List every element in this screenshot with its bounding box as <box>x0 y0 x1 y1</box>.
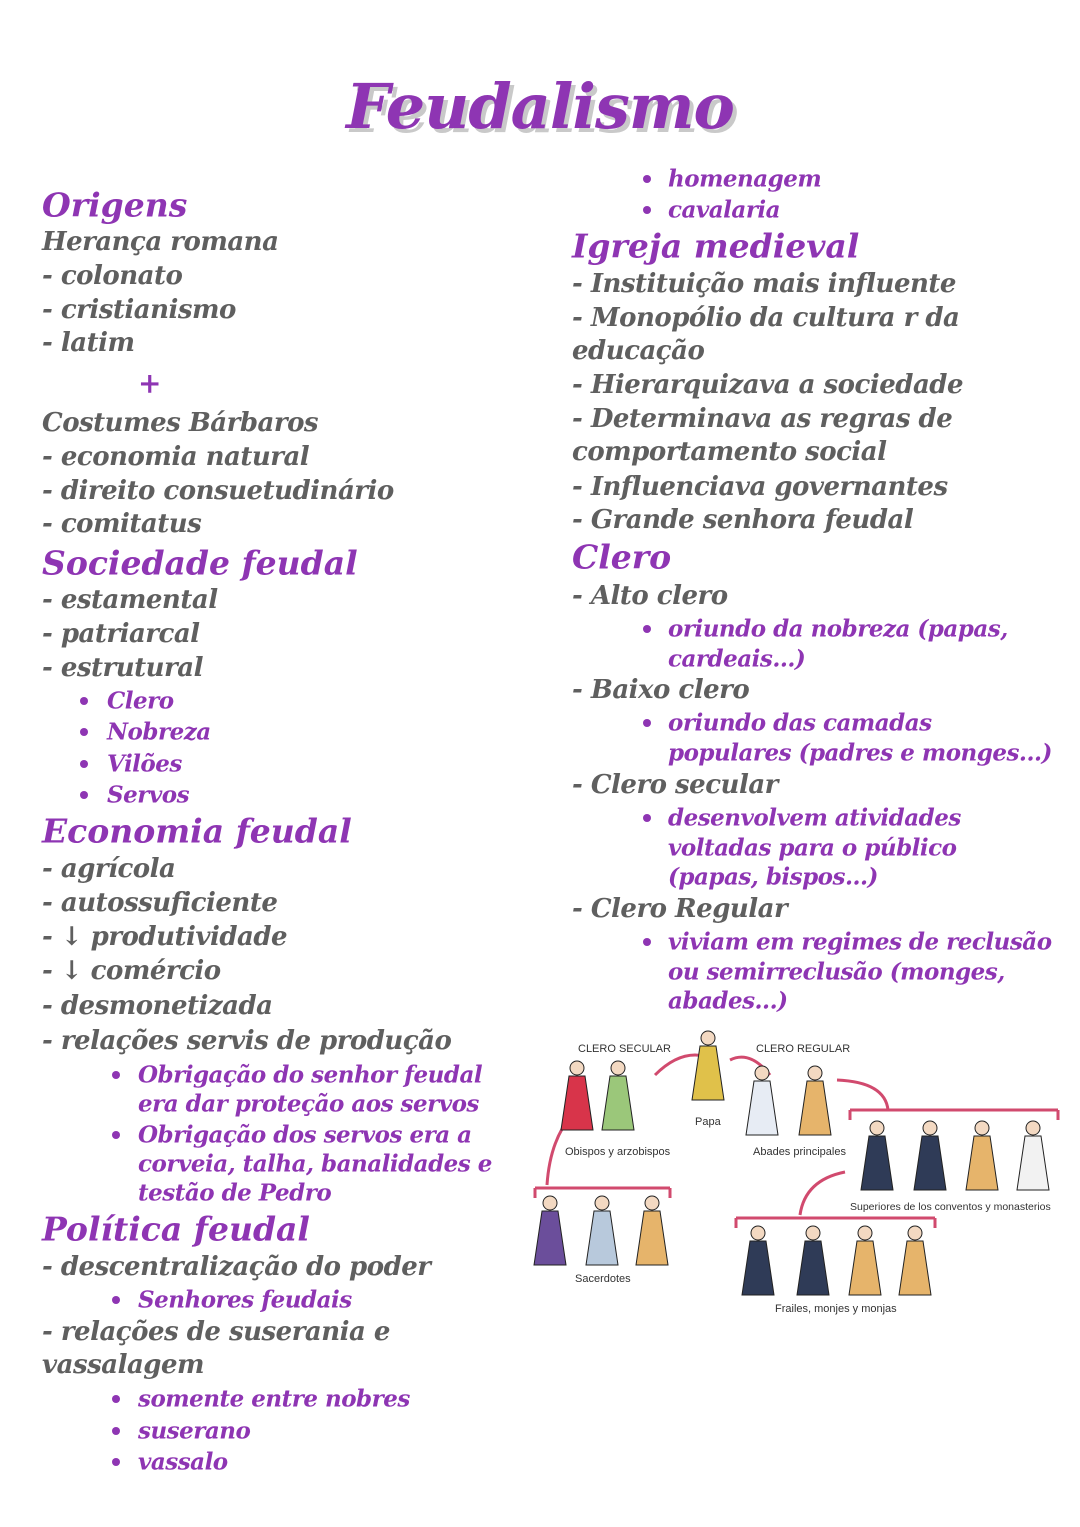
plus-symbol: + <box>138 367 162 400</box>
clergy-figure <box>586 1196 618 1265</box>
clergy-figure <box>534 1196 566 1265</box>
note-line: Costumes Bárbaros <box>42 408 319 438</box>
clergy-figure <box>636 1196 668 1265</box>
clergy-figure <box>799 1066 831 1135</box>
note-line: - Influenciava governantes <box>572 472 948 502</box>
bullet-icon <box>643 814 651 822</box>
note-line: - latim <box>42 328 135 358</box>
clergy-figure <box>914 1121 946 1190</box>
clergy-figure <box>797 1226 829 1295</box>
note-line: - autossuficiente <box>42 888 278 918</box>
clergy-figure <box>966 1121 998 1190</box>
note-line: Nobreza <box>107 718 211 746</box>
note-line: - colonato <box>42 261 183 291</box>
section-heading: Clero <box>572 537 672 577</box>
clergy-figure <box>692 1031 724 1100</box>
note-line: testão de Pedro <box>138 1179 332 1207</box>
note-line: vassalo <box>138 1448 228 1476</box>
note-line: Vilões <box>107 750 182 778</box>
note-line: ou semirreclusão (monges, <box>668 958 1005 986</box>
clergy-figure <box>849 1226 881 1295</box>
note-line: homenagem <box>668 165 822 193</box>
clergy-figure <box>1017 1121 1049 1190</box>
label-sacerdotes: Sacerdotes <box>575 1273 631 1285</box>
note-line: - economia natural <box>42 442 310 472</box>
note-line: - patriarcal <box>42 619 200 649</box>
note-line: - direito consuetudinário <box>42 476 394 506</box>
note-line: - comitatus <box>42 509 202 539</box>
note-line: - desmonetizada <box>42 991 273 1021</box>
note-line: (papas, bispos...) <box>668 863 878 891</box>
page-title: Feudalismo <box>346 70 734 143</box>
note-line: - Clero Regular <box>572 894 788 924</box>
section-heading: Política feudal <box>42 1209 310 1249</box>
note-line: oriundo das camadas <box>668 709 932 737</box>
bullet-icon <box>112 1296 120 1304</box>
note-line: - cristianismo <box>42 295 236 325</box>
bullet-icon <box>80 728 88 736</box>
note-line: Obrigação dos servos era a <box>138 1121 472 1149</box>
note-line: - Determinava as regras de <box>572 404 953 434</box>
note-line: Servos <box>107 781 190 809</box>
note-line: - relações servis de produção <box>42 1026 452 1056</box>
note-line: populares (padres e monges...) <box>668 739 1052 767</box>
note-line: comportamento social <box>572 437 887 467</box>
note-line: - Baixo clero <box>572 675 750 705</box>
clergy-figure <box>746 1066 778 1135</box>
note-line: Herança romana <box>42 227 279 257</box>
bullet-icon <box>112 1458 120 1466</box>
note-line: - estamental <box>42 585 218 615</box>
label-clero-secular: CLERO SECULAR <box>578 1043 671 1055</box>
note-line: - descentralização do poder <box>42 1252 431 1282</box>
label-papa: Papa <box>695 1116 721 1128</box>
bullet-icon <box>112 1071 120 1079</box>
note-line: cardeais...) <box>668 645 806 673</box>
note-line: viviam em regimes de reclusão <box>668 928 1052 956</box>
bullet-icon <box>112 1131 120 1139</box>
label-clero-regular: CLERO REGULAR <box>756 1043 851 1055</box>
section-heading: Origens <box>42 185 188 225</box>
note-line: era dar proteção aos servos <box>138 1090 479 1118</box>
note-line: - Instituição mais influente <box>572 269 956 299</box>
note-line: oriundo da nobreza (papas, <box>668 615 1008 643</box>
clergy-hierarchy-diagram <box>530 1020 1070 1320</box>
bullet-icon <box>643 625 651 633</box>
note-line: somente entre nobres <box>138 1385 410 1413</box>
note-line: - relações de suserania e <box>42 1317 390 1347</box>
note-line: - Grande senhora feudal <box>572 505 914 535</box>
clergy-figure <box>602 1061 634 1130</box>
label-obispos: Obispos y arzobispos <box>565 1146 671 1158</box>
note-line: vassalagem <box>42 1350 205 1380</box>
note-line: abades...) <box>668 987 788 1015</box>
label-abades: Abades principales <box>753 1146 846 1158</box>
clergy-figure <box>742 1226 774 1295</box>
clergy-figure <box>561 1061 593 1130</box>
connector <box>837 1080 888 1110</box>
note-line: corveia, talha, banalidades e <box>138 1150 492 1178</box>
note-line: - Clero secular <box>572 770 778 800</box>
note-line: - Monopólio da cultura r da <box>572 303 960 333</box>
clergy-figure <box>899 1226 931 1295</box>
bullet-icon <box>643 938 651 946</box>
note-line: voltadas para o público <box>668 834 957 862</box>
connector <box>800 1172 845 1215</box>
note-line: - agrícola <box>42 854 176 884</box>
bullet-icon <box>80 697 88 705</box>
note-line: - estrutural <box>42 653 203 683</box>
note-line: Senhores feudais <box>138 1286 352 1314</box>
section-heading: Sociedade feudal <box>42 543 358 583</box>
bullet-icon <box>643 175 651 183</box>
note-line: - ↓ produtividade <box>42 922 288 952</box>
note-line: - Alto clero <box>572 581 728 611</box>
note-line: cavalaria <box>668 196 781 224</box>
note-line: desenvolvem atividades <box>668 804 961 832</box>
connector <box>850 1110 1058 1120</box>
label-superiores: Superiores de los conventos y monasterios <box>850 1201 1051 1213</box>
section-heading: Igreja medieval <box>572 226 860 266</box>
bullet-icon <box>80 791 88 799</box>
note-line: Clero <box>107 687 174 715</box>
bullet-icon <box>112 1395 120 1403</box>
clergy-figure <box>861 1121 893 1190</box>
bullet-icon <box>80 760 88 768</box>
bullet-icon <box>643 206 651 214</box>
note-line: - ↓ comércio <box>42 956 221 986</box>
label-frailes: Frailes, monjes y monjas <box>775 1303 897 1315</box>
connector <box>736 1218 935 1228</box>
note-line: educação <box>572 336 705 366</box>
note-line: suserano <box>138 1417 251 1445</box>
bullet-icon <box>643 719 651 727</box>
note-line: - Hierarquizava a sociedade <box>572 370 964 400</box>
section-heading: Economia feudal <box>42 811 352 851</box>
bullet-icon <box>112 1427 120 1435</box>
note-line: Obrigação do senhor feudal <box>138 1061 483 1089</box>
